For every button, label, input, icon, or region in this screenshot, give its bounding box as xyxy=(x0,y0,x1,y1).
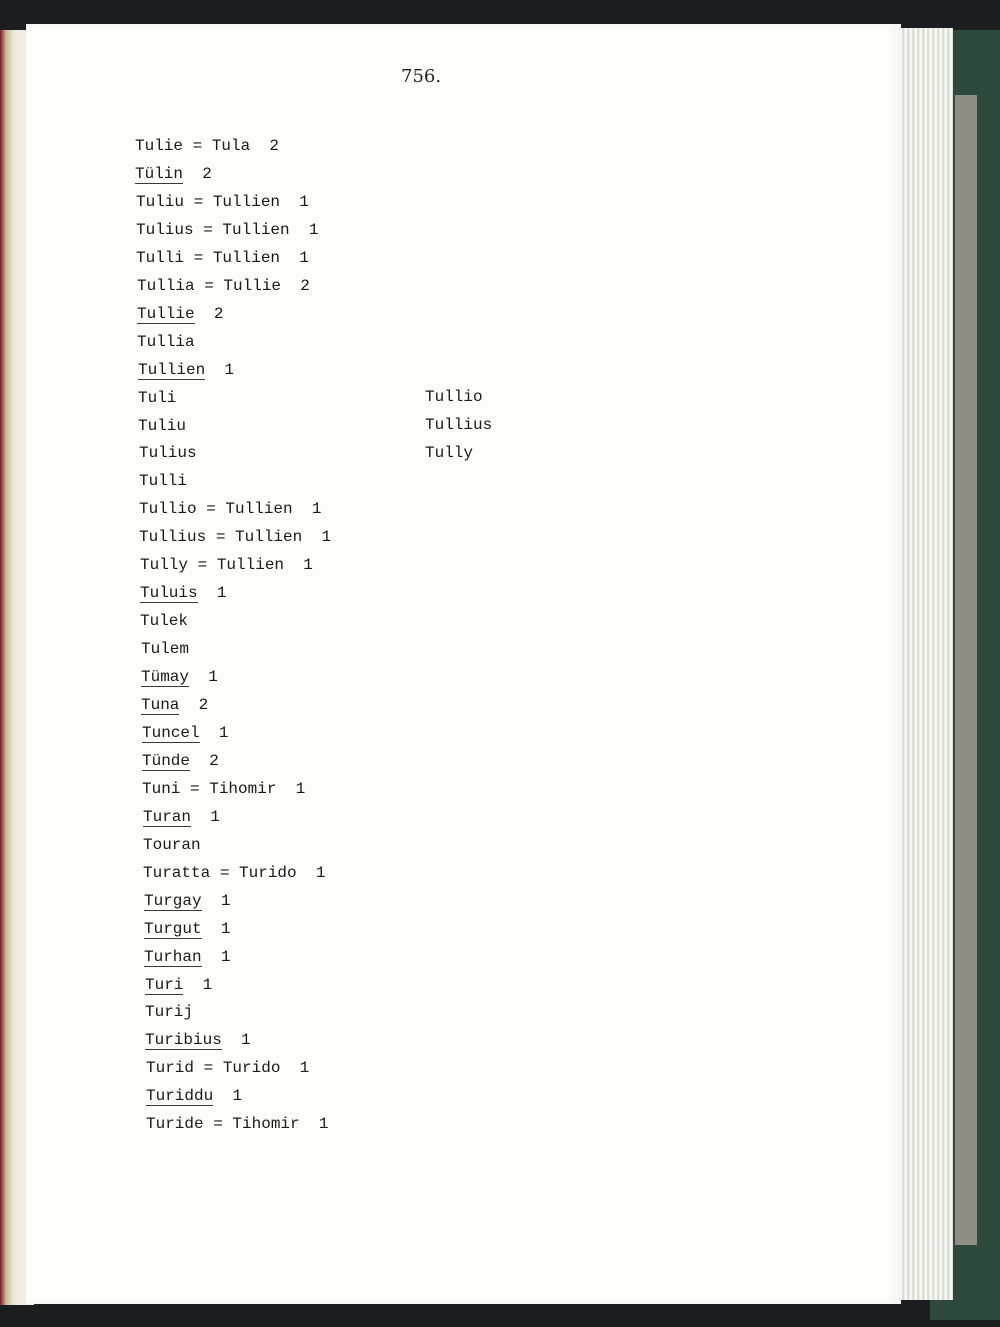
list-item xyxy=(143,834,201,856)
entry-name: Touran xyxy=(143,836,201,854)
entry-reference: 1 xyxy=(183,976,213,994)
entry-reference: = Tullien 1 xyxy=(196,500,322,518)
entry-name: Tulius xyxy=(139,444,197,462)
entry-reference: = Tullien 1 xyxy=(193,221,319,239)
list-item xyxy=(143,806,220,828)
list-item xyxy=(142,722,228,744)
list-item xyxy=(144,918,230,940)
list-item xyxy=(138,387,176,409)
list-item xyxy=(145,974,212,996)
entry-reference: 1 xyxy=(221,1031,251,1049)
entry-name: Tuliu xyxy=(136,193,185,211)
page-edges xyxy=(895,28,953,1300)
entry-reference: 1 xyxy=(189,668,218,686)
entry-reference: = Tullien 1 xyxy=(206,528,332,546)
entry-reference: = Tullien 1 xyxy=(184,193,309,211)
list-item xyxy=(137,331,195,353)
entry-name: Tuluis xyxy=(140,584,198,602)
entry-name: Tullius xyxy=(139,528,207,546)
entry-name: Turhan xyxy=(144,948,202,966)
list-item xyxy=(140,554,313,576)
list-item xyxy=(146,1085,242,1107)
list-item xyxy=(137,275,310,297)
entry-name: Tully xyxy=(140,556,189,574)
entry-name: Tullie xyxy=(137,305,195,323)
see-also-item: Tully xyxy=(425,444,474,462)
entry-name: Turgut xyxy=(144,920,202,938)
list-item xyxy=(145,1029,251,1051)
document-page xyxy=(26,24,901,1304)
entry-name: Turid xyxy=(146,1059,195,1077)
book-cover-board xyxy=(955,95,977,1245)
entry-reference: = Turido 1 xyxy=(210,864,326,882)
list-item xyxy=(139,498,321,520)
list-item xyxy=(139,442,197,464)
list-item xyxy=(135,163,212,185)
entry-reference: 1 xyxy=(191,808,220,826)
entry-name: Turide xyxy=(146,1115,204,1133)
list-item xyxy=(141,638,189,660)
list-item xyxy=(139,526,331,548)
list-item xyxy=(135,135,279,157)
entry-name: Tuna xyxy=(141,696,180,714)
entry-name: Tuliu xyxy=(138,417,187,435)
list-item xyxy=(138,415,186,437)
entry-reference: 1 xyxy=(199,724,229,742)
entry-name: Tuncel xyxy=(142,724,200,742)
entry-name: Tulek xyxy=(140,612,189,630)
page-number: 756. xyxy=(401,66,442,87)
entry-reference: 1 xyxy=(213,1087,243,1105)
entry-name: Turgay xyxy=(144,892,202,910)
list-item xyxy=(142,750,219,772)
entry-reference: = Tihomir 1 xyxy=(203,1115,329,1133)
entry-name: Tulie xyxy=(135,137,184,155)
entry-name: Turan xyxy=(143,808,192,826)
entry-reference: 1 xyxy=(201,948,231,966)
list-item xyxy=(139,470,187,492)
entry-reference: 2 xyxy=(190,752,219,770)
list-item xyxy=(138,359,234,381)
entry-reference: = Tullien 1 xyxy=(184,249,309,267)
list-item xyxy=(137,303,223,325)
list-item xyxy=(140,582,226,604)
entry-reference: 1 xyxy=(201,892,231,910)
list-item xyxy=(142,778,305,800)
list-item xyxy=(141,694,208,716)
list-item xyxy=(136,219,318,241)
entry-reference: = Tula 2 xyxy=(183,137,280,155)
entry-reference: 1 xyxy=(205,361,235,379)
entry-reference: = Tullie 2 xyxy=(194,277,310,295)
list-item xyxy=(136,191,309,213)
list-item xyxy=(143,862,325,884)
list-item xyxy=(144,946,230,968)
list-item xyxy=(144,890,230,912)
entry-name: Tünde xyxy=(142,752,191,770)
entry-name: Turatta xyxy=(143,864,211,882)
entry-name: Turibius xyxy=(145,1031,222,1049)
entry-name: Tulius xyxy=(136,221,194,239)
entry-name: Tullia xyxy=(137,277,195,295)
entry-name: Turi xyxy=(145,976,184,994)
entry-reference: = Tihomir 1 xyxy=(180,780,306,798)
entry-reference: 2 xyxy=(183,165,212,183)
entry-name: Turij xyxy=(145,1003,194,1021)
entry-name: Tülin xyxy=(135,165,184,183)
entry-reference: 1 xyxy=(197,584,227,602)
entry-reference: 2 xyxy=(179,696,209,714)
entry-name: Tuni xyxy=(142,780,181,798)
entry-name: Tullio xyxy=(139,500,197,518)
entry-name: Turiddu xyxy=(146,1087,214,1105)
entry-name: Tuli xyxy=(138,389,177,407)
entry-name: Tümay xyxy=(141,668,190,686)
entry-name: Tulli xyxy=(139,472,188,490)
entry-reference: 2 xyxy=(194,305,224,323)
list-item xyxy=(136,247,309,269)
list-item xyxy=(141,666,218,688)
list-item xyxy=(146,1113,328,1135)
list-item xyxy=(145,1001,193,1023)
entry-name: Tullien xyxy=(138,361,206,379)
entry-name: Tulli xyxy=(136,249,185,267)
entry-reference: 1 xyxy=(201,920,231,938)
entry-reference: = Turido 1 xyxy=(194,1059,310,1077)
list-item xyxy=(140,610,188,632)
see-also-item: Tullio xyxy=(425,388,483,406)
see-also-item: Tullius xyxy=(425,416,493,434)
entry-name: Tullia xyxy=(137,333,195,351)
entry-name: Tulem xyxy=(141,640,190,658)
entry-reference: = Tullien 1 xyxy=(188,556,313,574)
list-item xyxy=(146,1057,309,1079)
